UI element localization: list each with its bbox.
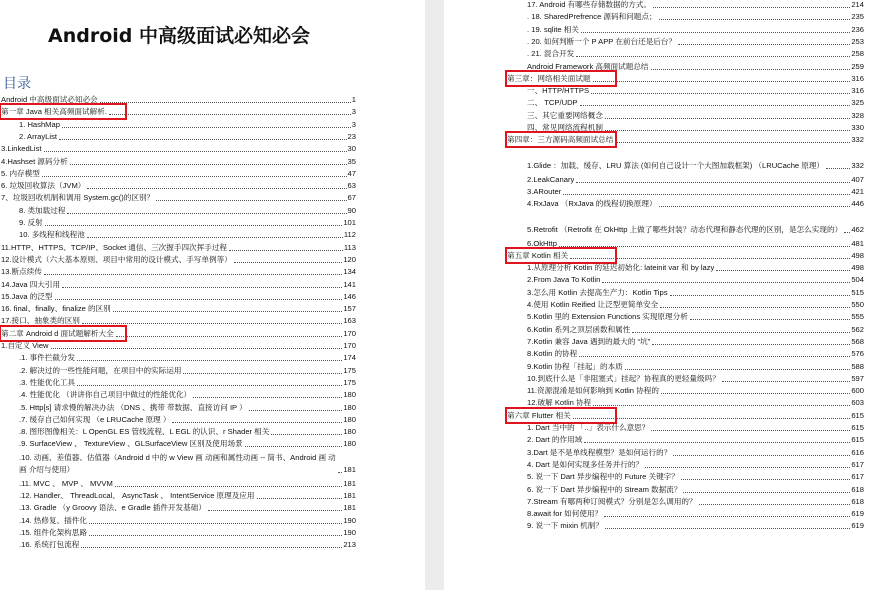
toc-entry-title: 15.Java 的泛型 — [1, 291, 53, 301]
toc-leader-dots — [661, 393, 850, 394]
toc-leader-dots — [44, 274, 342, 275]
toc-leader-dots — [690, 319, 851, 320]
toc-leader-dots — [673, 455, 850, 456]
toc-entry-title: 17.接口、抽象类的区别 — [1, 316, 80, 326]
toc-entry-title: . 19. sqlite 相关 — [527, 24, 579, 34]
toc-entry-page: 180 — [343, 427, 356, 437]
toc-entry-title: 8. 类加载过程 — [19, 205, 66, 215]
toc-leader-dots — [605, 528, 850, 529]
toc-entry-title: .8. 图形图像相关：L OpenGL ES 管线流程、L EGL 的认识、r Shader 相关 — [19, 427, 270, 437]
toc-entry-title: 4.Hashset 源码分析 — [1, 156, 68, 166]
toc-entry-title: 9.Kotlin 协程「挂起」的本质 — [527, 361, 623, 371]
toc-entry-title: 6. 垃圾回收算法（JVM） — [1, 181, 86, 191]
toc-entry-title: 第一章 Java 相关高频面试解析. — [1, 107, 107, 117]
toc-entry-title: 12.设计模式（六大基本原则、项目中常用的设计模式、手写单例等） — [1, 254, 232, 264]
toc-leader-dots — [602, 282, 850, 283]
toc-entry-page: 3 — [351, 107, 356, 117]
toc-leader-dots — [81, 547, 342, 548]
toc-entry-title: 14.Java 四大引用 — [1, 279, 61, 289]
toc-entry-page: 498 — [851, 263, 864, 273]
toc-entry-page: 332 — [851, 135, 864, 145]
toc-leader-dots — [580, 105, 851, 106]
toc-leader-dots — [659, 19, 851, 20]
toc-entry-page: 576 — [851, 349, 864, 359]
toc-entry-title: 6.Kotlin 系列之顶层函数和属性 — [527, 324, 631, 334]
toc-entry-title: 13.断点续传 — [1, 267, 42, 277]
toc-entry-title: 12.破解 Kotlin 协程 — [527, 398, 592, 408]
toc-leader-dots — [45, 225, 343, 226]
toc-entry-title: 二、 TCP/UDP — [527, 98, 578, 108]
toc-entry-page: 175 — [343, 377, 356, 387]
toc-entry-title: 1.从原理分析 Kotlin 的延迟初始化: lateinit var 和 by lazy — [527, 263, 715, 273]
toc-entry-title: 4.RxJava （RxJava 的线程切换原理） — [527, 199, 657, 209]
toc-entry-title: 三、其它重要网络概念 — [527, 110, 603, 120]
toc-entry-page: 35 — [347, 156, 356, 166]
toc-entry-title: 7.Kotlin 兼容 Java 遇到的最大的 “坑” — [527, 336, 651, 346]
toc-leader-dots — [87, 188, 346, 189]
toc-entry-page: 181 — [343, 478, 356, 488]
toc-entry-page: 504 — [851, 275, 864, 285]
toc-entry-page: 325 — [851, 98, 864, 108]
toc-leader-dots — [681, 479, 850, 480]
toc-leader-dots — [573, 418, 851, 419]
toc-entry-title: 11.资源混淆是如何影响到 Kotlin 协程的 — [527, 386, 659, 396]
toc-leader-dots — [584, 442, 850, 443]
toc-entry-title: 第六章 Flutter 相关 — [507, 410, 571, 420]
toc-leader-dots — [77, 360, 342, 361]
toc-entry-page: 619 — [851, 509, 864, 519]
toc-entry-page: 163 — [343, 316, 356, 326]
toc-leader-dots — [229, 250, 343, 251]
toc-entry-title: . 20. 如何判断一个 P APP 在前台还是后台？ — [527, 36, 677, 46]
toc-entry-page: 330 — [851, 123, 864, 132]
toc-leader-dots — [89, 535, 342, 536]
toc-entry-title: 1. Dart 当中的 「..」表示什么意思？ — [527, 423, 650, 432]
toc-entry-page: 616 — [851, 447, 864, 457]
toc-entry-page: 63 — [347, 181, 356, 191]
toc-entry-page: 600 — [851, 386, 864, 396]
toc-leader-dots — [193, 397, 342, 398]
toc-entry-title: 6.OkHttp — [527, 238, 557, 248]
toc-leader-dots — [678, 44, 850, 45]
toc-entry-page: 597 — [851, 373, 864, 383]
toc-leader-dots — [113, 311, 343, 312]
toc-leader-dots — [660, 307, 850, 308]
toc-leader-dots — [62, 127, 351, 128]
toc-entry-title: 11.HTTP、HTTPS、TCP/IP、Socket 通信、三次握手四次挥手过程 — [1, 242, 228, 252]
toc-leader-dots — [338, 472, 342, 473]
toc-entry-page: 157 — [343, 304, 356, 314]
toc-entry-page: 213 — [343, 540, 356, 550]
document-title: Android 中高级面试必知必会 — [48, 25, 310, 47]
toc-entry-title: 3.ARouter — [527, 186, 562, 196]
toc-entry-title: 4. Dart 是如何实现多任务并行的？ — [527, 459, 644, 469]
toc-entry-title: . 21. 混合开发 — [527, 49, 575, 59]
toc-entry-title: 第四章：三方源码高频面试总结 — [507, 135, 614, 145]
toc-entry-page: 555 — [851, 312, 864, 322]
toc-leader-dots — [249, 410, 343, 411]
toc-entry-title: 5.Retrofit （Retrofit 在 OkHttp 上做了哪些封装？动态代理和静态代理的区别，是怎么实现的） — [527, 224, 843, 234]
toc-leader-dots — [115, 486, 343, 487]
toc-leader-dots — [651, 69, 851, 70]
toc-entry-title: .4. 性能优化 （讲讲你自己项目中做过的性能优化） — [19, 390, 192, 400]
toc-leader-dots — [632, 332, 850, 333]
toc-leader-dots — [651, 430, 850, 431]
toc-entry-title: 3.Dart 是不是单线程模型？是如何运行的？ — [527, 447, 672, 457]
toc-entry-title: .14. 热修复、插件化 — [19, 515, 87, 525]
toc-leader-dots — [591, 93, 850, 94]
toc-entry-page: 619 — [851, 521, 864, 531]
toc-leader-dots — [645, 467, 850, 468]
toc-leader-dots — [70, 164, 347, 165]
toc-leader-dots — [245, 446, 343, 447]
toc-entry-title: 2.From Java To Kotlin — [527, 275, 601, 285]
toc-entry-page: 113 — [343, 242, 356, 252]
toc-entry-title: 7.Stream 有哪两种订阅模式？分别是怎么调用的？ — [527, 496, 697, 506]
toc-entry-title: 10.到底什么是「非阻塞式」挂起？协程真的更轻量级吗？ — [527, 373, 720, 383]
toc-page-left — [0, 0, 425, 590]
toc-entry-title: 5. 说一下 Dart 异步编程中的 Future 关键字？ — [527, 472, 679, 482]
toc-entry-title: 一、HTTP/HTTPS — [527, 86, 590, 96]
toc-entry-title: 8.Kotlin 的协程 — [527, 349, 578, 359]
toc-entry-page: 603 — [851, 398, 864, 408]
toc-leader-dots — [570, 258, 850, 259]
toc-entry-page: 481 — [851, 238, 864, 248]
toc-leader-dots — [89, 523, 342, 524]
toc-entry-page: 588 — [851, 361, 864, 371]
toc-entry-page: 615 — [851, 423, 864, 432]
toc-entry-title: . 18. SharedPrefrence 源码和问题点； — [527, 12, 657, 22]
toc-entry-page: 190 — [343, 515, 356, 525]
toc-entry-title: Android 中高级面试必知必会 — [1, 95, 98, 104]
toc-leader-dots — [271, 434, 342, 435]
toc-entry-page: 134 — [343, 267, 356, 277]
toc-entry[interactable] — [527, 145, 864, 172]
toc-entry-title: 第五章 Kotlin 相关 — [507, 250, 569, 260]
toc-leader-dots — [826, 168, 850, 169]
toc-entry-page: 462 — [851, 224, 864, 234]
toc-entry-title: 3.LinkedList — [1, 144, 42, 154]
toc-entry-page: 120 — [343, 254, 356, 264]
toc-entry-page: 236 — [851, 24, 864, 34]
toc-leader-dots — [579, 356, 850, 357]
toc-entry-page: 617 — [851, 459, 864, 469]
toc-entry-page: 23 — [347, 131, 356, 141]
toc-heading: 目录 — [3, 76, 31, 92]
toc-entry-title: 9. 说一下 mixin 机制？ — [527, 521, 603, 531]
toc-entry-page: 180 — [343, 414, 356, 424]
toc-entry-page: 568 — [851, 336, 864, 346]
toc-leader-dots — [77, 385, 342, 386]
toc-entry-page: 615 — [851, 435, 864, 445]
toc-entry-title: 8.await for 如何使用？ — [527, 509, 603, 519]
toc-entry-title: .2. 解决过的一些性能问题，在项目中的实际运用 — [19, 365, 182, 375]
toc-entry-page: 141 — [343, 279, 356, 289]
toc-leader-dots — [593, 81, 851, 82]
toc-entry-page: 214 — [851, 0, 864, 9]
toc-entry-page: 190 — [343, 527, 356, 537]
toc-entry-page: 170 — [343, 328, 356, 338]
toc-entry-page: 67 — [347, 193, 356, 203]
toc-leader-dots — [659, 206, 851, 207]
toc-entry-page: 3 — [351, 119, 356, 129]
toc-entry-title: 5. 内存模型 — [1, 168, 40, 178]
toc-leader-dots — [109, 114, 351, 115]
toc-entry-page: 30 — [347, 144, 356, 154]
toc-entry-page: 446 — [851, 199, 864, 209]
toc-leader-dots — [605, 130, 850, 131]
toc-entry-page: 617 — [851, 472, 864, 482]
toc-entry-page: 550 — [851, 300, 864, 309]
toc-entry-title: 第三章：网络相关面试题 — [507, 73, 591, 83]
toc-entry-title: 四、常见网络流程机制 — [527, 123, 603, 132]
toc-entry-page: 235 — [851, 12, 864, 22]
toc-page-right — [444, 0, 869, 590]
toc-entry-title: .10. 动画、差值器、估值器（Android d 中的 w View 画 动画和属性动画 -- 简书、Android 画 动画 介绍与使用） — [19, 452, 336, 474]
toc-entry-title: 第二章 Android d 面试题解析大全 — [1, 328, 114, 338]
toc-leader-dots — [42, 176, 347, 177]
toc-entry-page: 618 — [851, 484, 864, 494]
toc-leader-dots — [683, 492, 850, 493]
toc-leader-dots — [652, 344, 850, 345]
toc-entry-page: 47 — [347, 168, 356, 178]
toc-leader-dots — [722, 381, 851, 382]
toc-entry-page: 258 — [851, 49, 864, 59]
toc-entry-title: .16. 系统打包流程 — [19, 540, 80, 550]
toc-entry[interactable] — [527, 209, 864, 236]
toc-entry-page: 180 — [343, 439, 356, 449]
toc-entry-title: Android Framework 高频面试题总结 — [527, 61, 649, 71]
toc-entry-page: 618 — [851, 496, 864, 506]
toc-leader-dots — [576, 182, 850, 183]
toc-entry-page: 112 — [343, 230, 356, 240]
toc-leader-dots — [55, 299, 343, 300]
toc-entry-title: 1. HashMap — [19, 119, 60, 129]
toc-entry-title: 9. 反射 — [19, 218, 43, 227]
toc-leader-dots — [699, 504, 851, 505]
toc-entry-page: 316 — [851, 73, 864, 83]
toc-entry-title: 5.Kotlin 里的 Extension Functions 实现原理分析 — [527, 312, 688, 322]
toc-entry-page: 615 — [851, 410, 864, 420]
toc-leader-dots — [208, 510, 342, 511]
toc-entry-page: 180 — [343, 390, 356, 400]
toc-entry-title: .15. 组件化架构思路 — [19, 527, 87, 537]
toc-entry[interactable] — [19, 537, 356, 551]
toc-entry-title: .9. SurfaceView 、 TextureView 、GLSurfaceView 区别及使用场景 — [19, 439, 243, 449]
toc-leader-dots — [716, 270, 850, 271]
toc-entry-page: 1 — [351, 95, 356, 104]
toc-entry[interactable] — [527, 518, 864, 532]
toc-entry-title: 2. ArrayList — [19, 131, 57, 141]
toc-leader-dots — [62, 287, 342, 288]
toc-leader-dots — [653, 7, 850, 8]
toc-leader-dots — [156, 200, 346, 201]
toc-entry-title: 2.LeakCanary — [527, 174, 575, 184]
toc-leader-dots — [559, 246, 850, 247]
toc-entry-page: 332 — [851, 160, 864, 170]
toc-leader-dots — [67, 213, 346, 214]
toc-leader-dots — [87, 237, 343, 238]
toc-entry-title: 4.使用 Kotlin Reified 让泛型更简单安全 — [527, 300, 659, 309]
toc-entry-title: .5. Http[s] 请求慢的解决办法 （DNS 、携带 带数据、直接访问 IP ） — [19, 402, 247, 412]
toc-entry-page: 407 — [851, 174, 864, 184]
toc-leader-dots — [563, 194, 850, 195]
toc-entry-page: 328 — [851, 110, 864, 120]
toc-entry-page: 421 — [851, 186, 864, 196]
toc-leader-dots — [172, 422, 342, 423]
toc-leader-dots — [257, 498, 343, 499]
toc-entry-title: .7. 缓存自己如何实现 （e LRUCache 原理 ） — [19, 414, 171, 424]
toc-entry-title: .3. 性能优化工具 — [19, 377, 76, 387]
toc-entry-page: 90 — [347, 205, 356, 215]
toc-entry-title: 2. Dart 的作用域 — [527, 435, 583, 445]
toc-leader-dots — [82, 323, 342, 324]
toc-leader-dots — [593, 405, 850, 406]
toc-leader-dots — [59, 139, 347, 140]
toc-entry-title: 10. 多线程和线程池 — [19, 230, 85, 240]
toc-leader-dots — [581, 32, 850, 33]
toc-entry-page: 515 — [851, 287, 864, 297]
toc-entry-page: 146 — [343, 291, 356, 301]
toc-entry-page: 180 — [343, 402, 356, 412]
toc-leader-dots — [670, 295, 851, 296]
toc-entry-title: 16. final、finally、finalize 的区别 — [1, 304, 111, 314]
toc-leader-dots — [183, 373, 342, 374]
toc-entry-title: 17. Android 有哪些存储数据的方式。 — [527, 0, 652, 9]
toc-entry-title: 7、垃圾回收机制和调用 System.gc()的区别？ — [1, 193, 155, 203]
toc-entry-page: 175 — [343, 365, 356, 375]
toc-leader-dots — [234, 262, 343, 263]
toc-leader-dots — [625, 369, 851, 370]
toc-entry-title: .11. MVC 、 MVP 、 MVVM — [19, 478, 113, 488]
toc-entry-page: 562 — [851, 324, 864, 334]
toc-entry-page: 316 — [851, 86, 864, 96]
toc-entry-page: 181 — [343, 503, 356, 513]
toc-leader-dots — [615, 142, 850, 143]
toc-entry-page: 498 — [851, 250, 864, 260]
toc-entry-page: 181 — [343, 464, 356, 474]
toc-leader-dots — [604, 516, 850, 517]
toc-leader-dots — [116, 336, 343, 337]
toc-entry-title: 1.自定义 View — [1, 341, 49, 350]
toc-entry-page: 259 — [851, 61, 864, 71]
toc-entry-title: 1.Glide ：加载、缓存、LRU 算法 (如何自己设计一个大图加载框架) （LRUCache 原理） — [527, 160, 825, 170]
toc-entry-title: .1. 事件拦截分发 — [19, 353, 76, 363]
toc-leader-dots — [576, 56, 850, 57]
toc-leader-dots — [100, 102, 351, 103]
toc-leader-dots — [44, 151, 347, 152]
toc-entry-title: 3.怎么用 Kotlin 去提高生产力：Kotlin Tips — [527, 287, 668, 297]
toc-entry-title: 6. 说一下 Dart 异步编程中的 Stream 数据流？ — [527, 484, 682, 494]
toc-entry-page: 174 — [343, 353, 356, 363]
toc-entry-title: .12. Handler、 ThreadLocal、 AsyncTask 、 IntentService 原理及应用 — [19, 491, 255, 500]
toc-entry-page: 101 — [343, 218, 356, 227]
toc-entry-title: .13. Gradle （y Groovy 语法、e Gradle 插件开发基础） — [19, 503, 206, 513]
toc-entry-page: 170 — [343, 341, 356, 350]
toc-entry[interactable] — [19, 449, 356, 476]
toc-leader-dots — [51, 348, 343, 349]
toc-leader-dots — [844, 232, 850, 233]
toc-entry-page: 253 — [851, 36, 864, 46]
toc-entry-page: 181 — [343, 491, 356, 500]
toc-leader-dots — [605, 118, 850, 119]
